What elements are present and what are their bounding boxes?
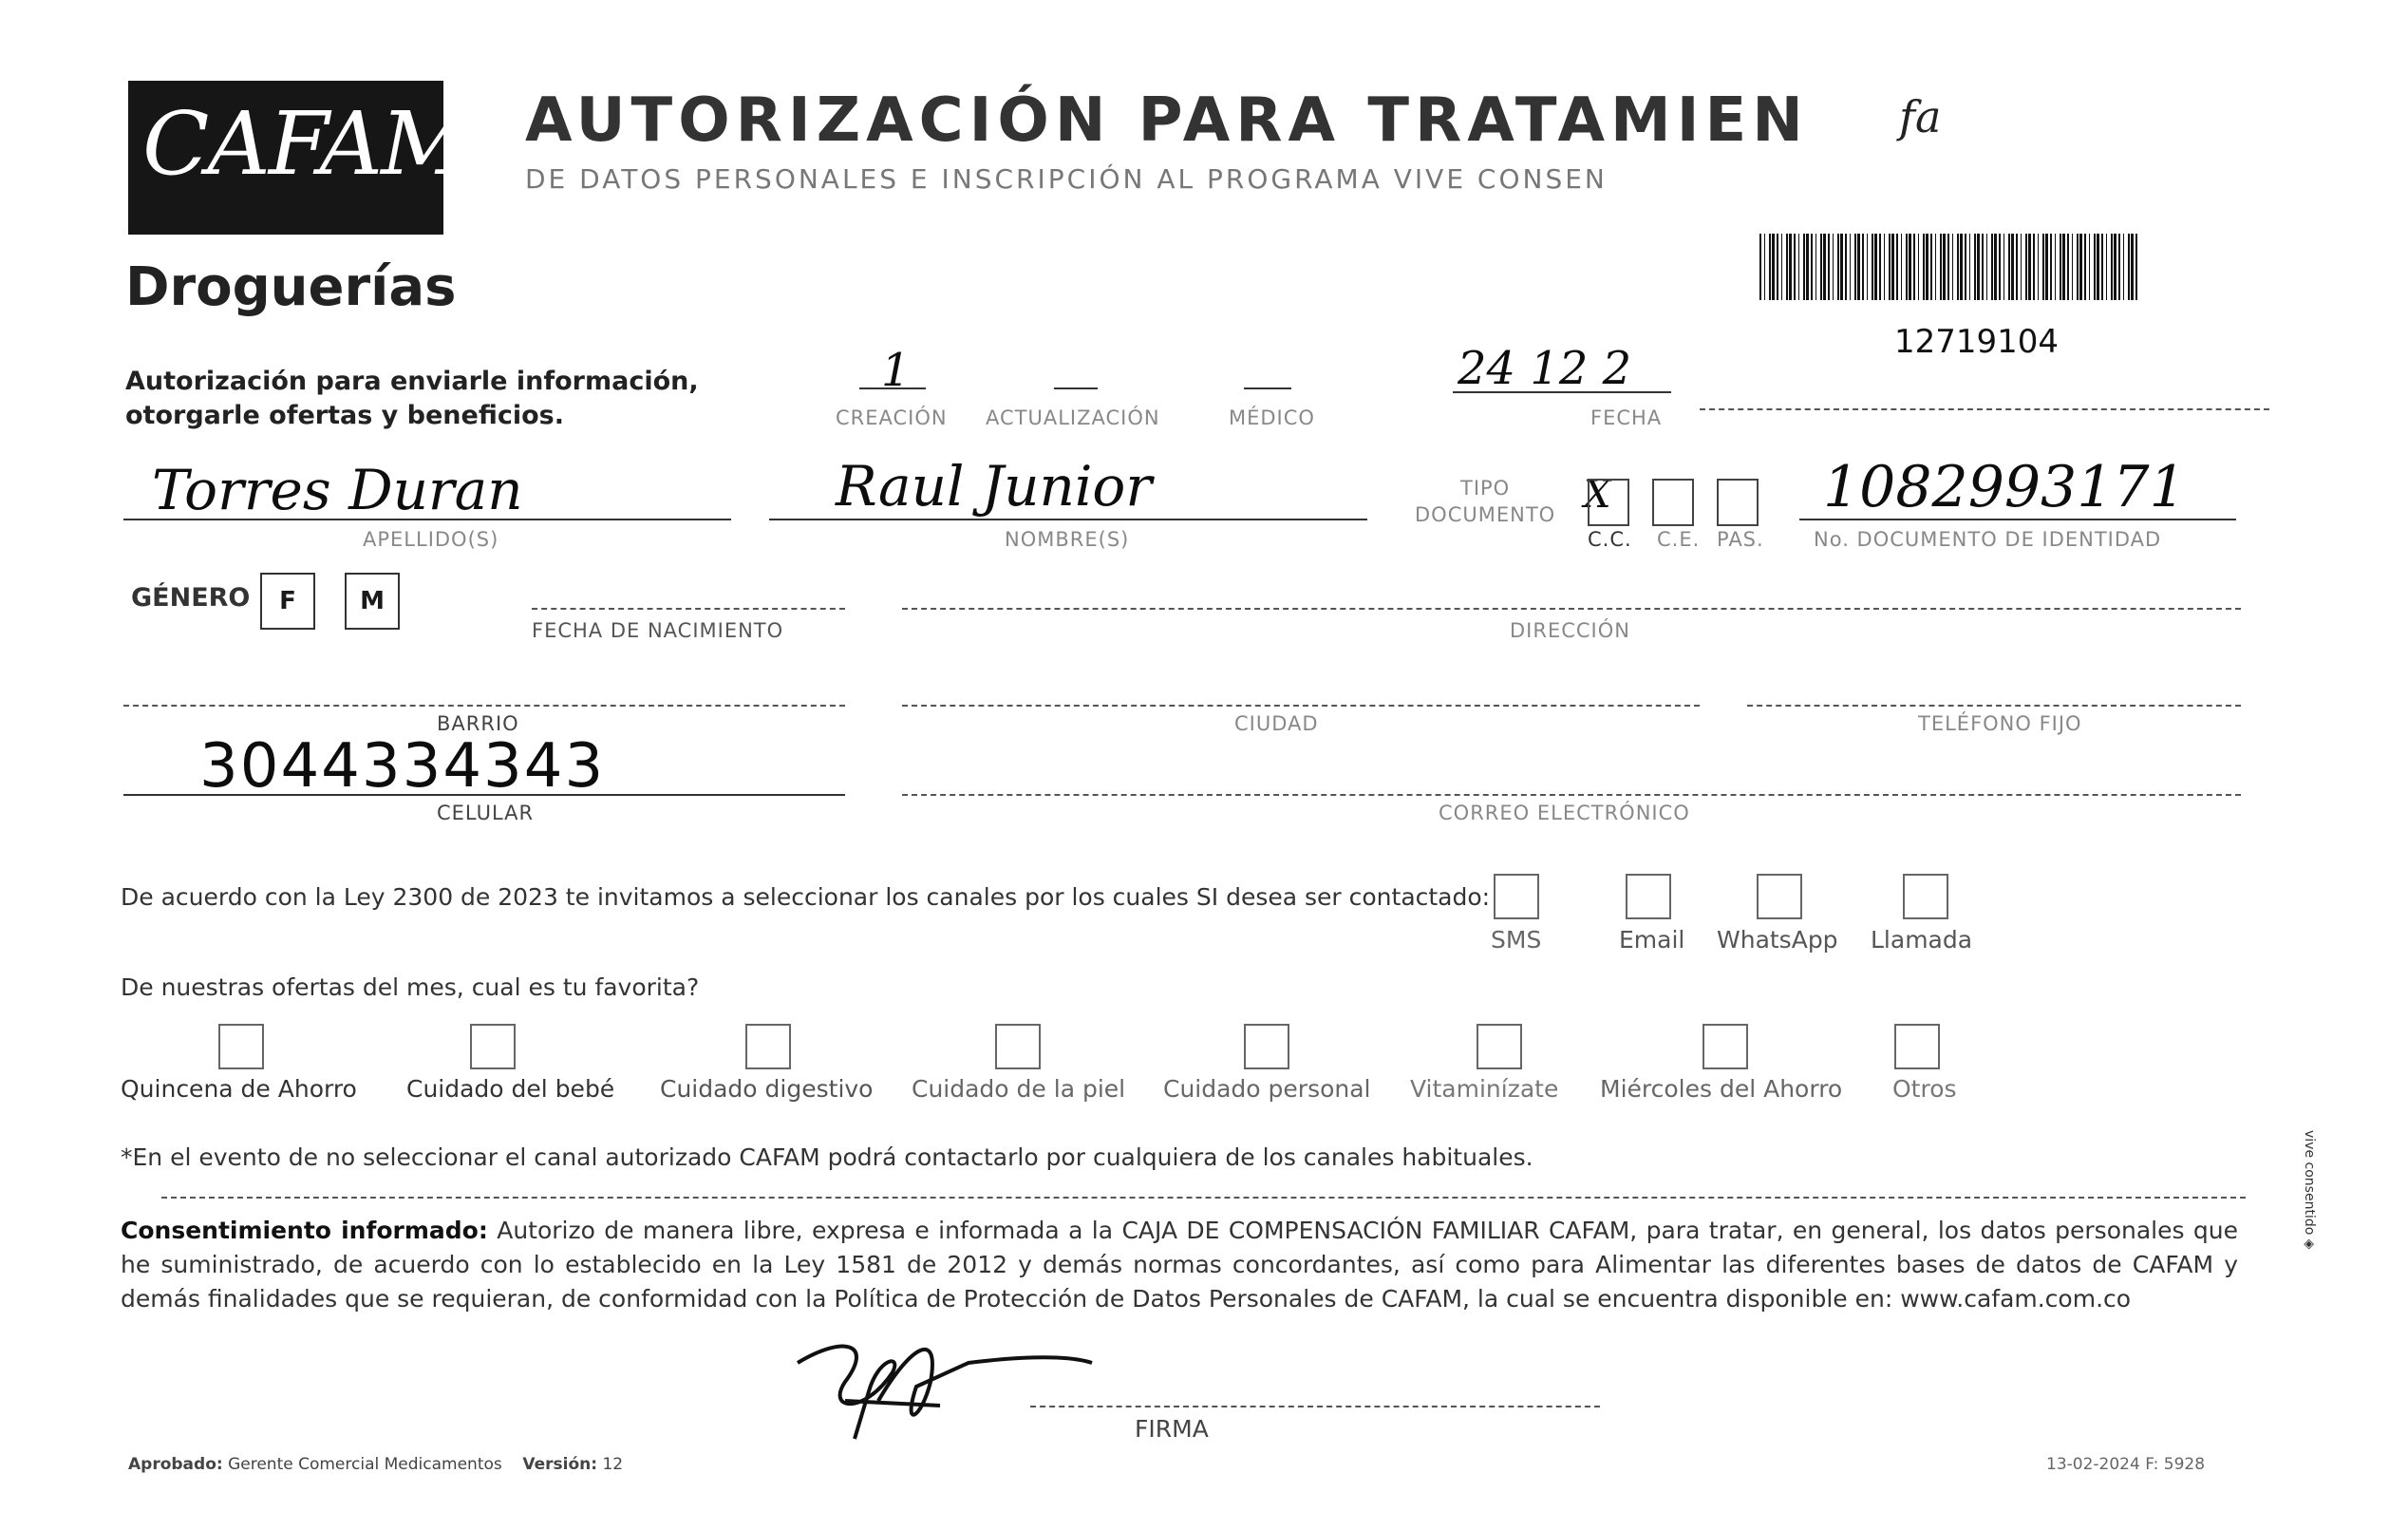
- barcode-bar: [1896, 234, 1898, 300]
- barcode-bar: [1947, 234, 1949, 300]
- barcode-bar: [1986, 234, 1987, 300]
- barcode-bar: [2060, 234, 2061, 300]
- barcode-bar: [1930, 234, 1932, 300]
- barcode-bar: [2097, 234, 2099, 300]
- barcode-bar: [1837, 234, 1839, 300]
- firma-label: FIRMA: [1135, 1415, 1209, 1443]
- barcode-bar: [1969, 234, 1970, 300]
- intro-line-1: Autorización para enviarle información,: [125, 367, 699, 396]
- channels-question: De acuerdo con la Ley 2300 de 2023 te invitamos a seleccionar los canales por los cuales SI desea ser contactado:: [121, 883, 1491, 911]
- doc-number-label: No. DOCUMENTO DE IDENTIDAD: [1814, 528, 2162, 551]
- barcode-bar: [2033, 234, 2035, 300]
- barcode-bar: [2011, 234, 2014, 300]
- barcode-bar: [1952, 234, 1953, 300]
- barcode-bar: [2008, 234, 2010, 300]
- barcode-bar: [2025, 234, 2027, 300]
- offer-bebe-checkbox[interactable]: [470, 1024, 516, 1069]
- channel-email-checkbox[interactable]: [1626, 874, 1671, 919]
- ce-checkbox[interactable]: [1652, 479, 1694, 526]
- barcode-bar: [2079, 234, 2082, 300]
- barcode-bar: [1769, 234, 1771, 300]
- barcode-number: 12719104: [1894, 323, 2060, 361]
- brand-subtitle: Droguerías: [125, 256, 457, 318]
- nombres-label: NOMBRE(S): [1005, 528, 1130, 551]
- barcode-bar: [2021, 234, 2022, 300]
- barcode-bar: [1889, 234, 1891, 300]
- document-subtitle: DE DATOS PERSONALES E INSCRIPCIÓN AL PROGRAMA VIVE CONSEN: [525, 163, 1608, 195]
- cafam-logo-text: CAFAM: [142, 93, 469, 195]
- apellidos-label: APELLIDO(S): [363, 528, 499, 551]
- barcode-bar: [2072, 234, 2073, 300]
- barcode-bar: [2055, 234, 2056, 300]
- barcode-bar: [1991, 234, 1993, 300]
- pas-label: PAS.: [1717, 528, 1764, 551]
- barcode-bar: [2118, 234, 2120, 300]
- footer-version-value: 12: [602, 1455, 624, 1474]
- intro-text: [125, 365, 699, 433]
- offer-piel-label: Cuidado de la piel: [912, 1075, 1126, 1103]
- barcode-bar: [1764, 234, 1765, 300]
- channel-email-label: Email: [1619, 926, 1685, 954]
- barcode-bar: [2128, 234, 2130, 300]
- barcode-bar: [1845, 234, 1847, 300]
- intro-line-2: otorgarle ofertas y beneficios.: [125, 401, 564, 430]
- barcode-bar: [1789, 234, 1792, 300]
- barcode-bar: [1862, 234, 1864, 300]
- offer-quincena-checkbox[interactable]: [218, 1024, 264, 1069]
- barcode-bar: [1820, 234, 1822, 300]
- celular-value[interactable]: 3044334343: [199, 731, 606, 802]
- creacion-mark: 1: [881, 344, 911, 397]
- footer-approval: [128, 1455, 623, 1474]
- consent-paragraph: [121, 1214, 2238, 1316]
- offer-vitaminizate-checkbox[interactable]: [1477, 1024, 1522, 1069]
- fecha-label: FECHA: [1590, 406, 1663, 429]
- channels-note: *En el evento de no seleccionar el canal autorizado CAFAM podrá contactarlo por cualquiera de los canales habituales.: [121, 1143, 1533, 1171]
- barcode-bar: [1977, 234, 1980, 300]
- gender-m-box[interactable]: M: [345, 573, 400, 630]
- fecha-nacimiento-label: FECHA DE NACIMIENTO: [532, 619, 784, 642]
- offer-personal-label: Cuidado personal: [1163, 1075, 1371, 1103]
- barcode-bar: [1828, 234, 1830, 300]
- cc-checkbox[interactable]: [1588, 479, 1629, 526]
- consent-body: Autorizo de manera libre, expresa e informada a la CAJA DE COMPENSACIÓN FAMILIAR CAFAM, para tratar, en general, los datos personales que he suministrado, de acuerdo con lo establecido en la Ley 1581 de 2012 y demás normas concordantes, así como para Alimentar las diferentes bases de datos de CAFAM y demás finalidades que se requieran, de conformidad con la Política de Protección de Datos Personales de CAFAM, la cual se encuentra disponible en: www.cafam.com.co: [121, 1217, 2238, 1313]
- offer-personal-checkbox[interactable]: [1244, 1024, 1289, 1069]
- channel-sms-checkbox[interactable]: [1494, 874, 1539, 919]
- barcode-bar: [1913, 234, 1915, 300]
- barcode-bar: [1823, 234, 1826, 300]
- direccion-label: DIRECCIÓN: [1510, 619, 1630, 642]
- offer-otros-label: Otros: [1892, 1075, 1957, 1103]
- footer-aprobado-label: Aprobado:: [128, 1455, 223, 1474]
- barcode-bar: [2131, 234, 2134, 300]
- barcode-bar: [1901, 234, 1902, 300]
- barcode-bar: [1906, 234, 1908, 300]
- corner-handwritten-mark: fa: [1899, 91, 1942, 142]
- barcode-bar: [1815, 234, 1816, 300]
- barcode-bar: [1923, 234, 1925, 300]
- barcode-bar: [1794, 234, 1796, 300]
- barcode-bar: [2135, 234, 2137, 300]
- ce-label: C.E.: [1657, 528, 1701, 551]
- gender-label: GÉNERO: [131, 583, 251, 613]
- barcode-bar: [1867, 234, 1868, 300]
- barcode-bar: [1940, 234, 1942, 300]
- barcode-bar: [2111, 234, 2113, 300]
- barcode-bar: [1857, 234, 1860, 300]
- barcode-bar: [1957, 234, 1959, 300]
- barcode-bar: [1884, 234, 1885, 300]
- barcode-bar: [2062, 234, 2065, 300]
- pas-checkbox[interactable]: [1717, 479, 1759, 526]
- barcode-bar: [2094, 234, 2096, 300]
- barcode-bar: [2114, 234, 2116, 300]
- barcode-bar: [2077, 234, 2079, 300]
- barcode-bar: [1982, 234, 1984, 300]
- barcode-bar: [1891, 234, 1894, 300]
- barcode-bar: [1879, 234, 1881, 300]
- barcode-bar: [1854, 234, 1856, 300]
- barcode-bar: [1840, 234, 1843, 300]
- medico-label: MÉDICO: [1229, 406, 1315, 429]
- offer-digestivo-checkbox[interactable]: [745, 1024, 791, 1069]
- barcode-bar: [2042, 234, 2044, 300]
- channel-sms-label: SMS: [1491, 926, 1542, 954]
- consent-heading: Consentimiento informado:: [121, 1217, 488, 1244]
- barcode-bar: [1943, 234, 1946, 300]
- tipo-label-2: DOCUMENTO: [1415, 503, 1556, 526]
- barcode-bar: [1960, 234, 1963, 300]
- barcode-bar: [1786, 234, 1788, 300]
- barcode-bar: [1926, 234, 1928, 300]
- barcode-bar: [2101, 234, 2103, 300]
- barcode-bar: [2123, 234, 2124, 300]
- barcode-bar: [1874, 234, 1877, 300]
- cc-mark[interactable]: X: [1584, 473, 1611, 517]
- barcode-bar: [1777, 234, 1778, 300]
- barcode-bar: [2038, 234, 2039, 300]
- offer-digestivo-label: Cuidado digestivo: [660, 1075, 874, 1103]
- footer-date-code: 13-02-2024 F: 5928: [2046, 1455, 2206, 1474]
- barcode-bar: [1994, 234, 1997, 300]
- offers-question: De nuestras ofertas del mes, cual es tu favorita?: [121, 973, 700, 1001]
- tipo-label-1: TIPO: [1460, 477, 1511, 500]
- barcode-bar: [2084, 234, 2086, 300]
- barcode-bar: [2106, 234, 2107, 300]
- barcode-bar: [1759, 234, 1761, 300]
- channel-whatsapp-checkbox[interactable]: [1757, 874, 1802, 919]
- footer-aprobado-value: Gerente Comercial Medicamentos: [228, 1455, 502, 1474]
- celular-label: CELULAR: [437, 802, 535, 824]
- gender-f-box[interactable]: F: [260, 573, 315, 630]
- offer-quincena-label: Quincena de Ahorro: [121, 1075, 357, 1103]
- doc-number-value[interactable]: 1082993171: [1823, 454, 2186, 520]
- barcode-bar: [2050, 234, 2052, 300]
- barcode-bar: [1811, 234, 1813, 300]
- barrio-label: BARRIO: [437, 712, 519, 735]
- nombres-value[interactable]: Raul Junior: [836, 454, 1153, 519]
- side-vertical-mark: vive consentido ◈: [2302, 1130, 2317, 1250]
- offer-otros-checkbox[interactable]: [1894, 1024, 1940, 1069]
- apellidos-value[interactable]: Torres Duran: [152, 458, 523, 522]
- actualizacion-label: ACTUALIZACIÓN: [986, 406, 1160, 429]
- footer-version-label: Versión:: [522, 1455, 598, 1474]
- barcode-bar: [1850, 234, 1851, 300]
- barcode-bar: [1909, 234, 1911, 300]
- cc-label: C.C.: [1588, 528, 1632, 551]
- barcode-bar: [1935, 234, 1936, 300]
- channel-whatsapp-label: WhatsApp: [1717, 926, 1838, 954]
- telefono-fijo-label: TELÉFONO FIJO: [1918, 712, 2082, 735]
- barcode-bar: [2016, 234, 2018, 300]
- offer-vitaminizate-label: Vitaminízate: [1410, 1075, 1559, 1103]
- barcode-bar: [1781, 234, 1782, 300]
- barcode-bar: [1872, 234, 1873, 300]
- document-title: AUTORIZACIÓN PARA TRATAMIEN: [525, 85, 1809, 156]
- barcode-bar: [1974, 234, 1976, 300]
- barcode-bar: [1965, 234, 1966, 300]
- offer-piel-checkbox[interactable]: [995, 1024, 1041, 1069]
- correo-label: CORREO ELECTRÓNICO: [1439, 802, 1690, 824]
- offer-bebe-label: Cuidado del bebé: [406, 1075, 615, 1103]
- barcode-bar: [2045, 234, 2048, 300]
- channel-llamada-label: Llamada: [1871, 926, 1973, 954]
- signature-graphic: [788, 1325, 1101, 1453]
- barcode-bar: [2089, 234, 2090, 300]
- barcode-bar: [1803, 234, 1805, 300]
- barcode-bar: [1833, 234, 1834, 300]
- barcode-bar: [1918, 234, 1919, 300]
- barcode-bar: [1806, 234, 1809, 300]
- ciudad-label: CIUDAD: [1234, 712, 1319, 735]
- barcode-graphic: [1759, 234, 2139, 300]
- barcode-bar: [1999, 234, 2001, 300]
- creacion-label: CREACIÓN: [836, 406, 948, 429]
- barcode-bar: [1772, 234, 1775, 300]
- channel-llamada-checkbox[interactable]: [1903, 874, 1948, 919]
- fecha-value[interactable]: 24 12 2: [1458, 342, 1632, 395]
- offer-miercoles-label: Miércoles del Ahorro: [1600, 1075, 1843, 1103]
- barcode-bar: [2028, 234, 2031, 300]
- barcode-bar: [1798, 234, 1799, 300]
- offer-miercoles-checkbox[interactable]: [1703, 1024, 1748, 1069]
- barcode-bar: [2067, 234, 2069, 300]
